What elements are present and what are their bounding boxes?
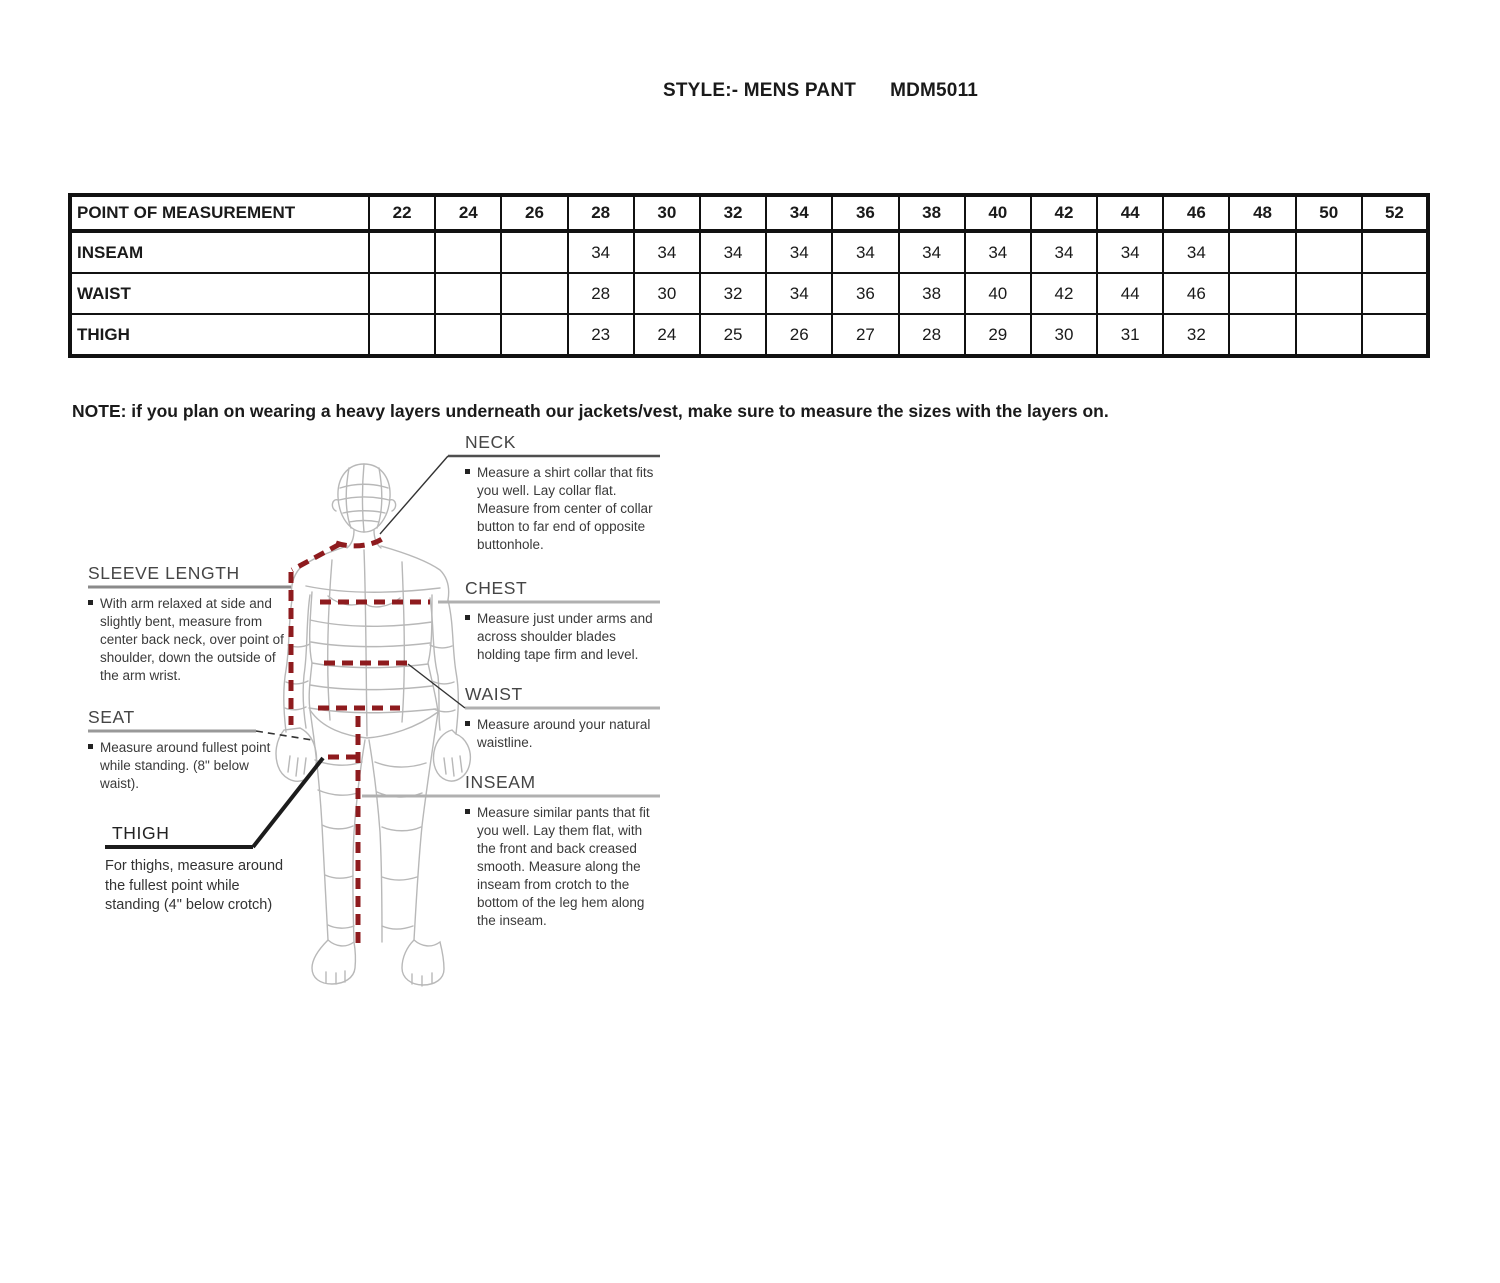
size-value-cell: 38 — [899, 273, 965, 314]
size-value-cell: 32 — [1163, 314, 1229, 356]
col-header-size: 30 — [634, 195, 700, 231]
section-title: NECK — [465, 432, 517, 452]
bullet-square-icon — [88, 744, 93, 749]
bullet-square-icon — [465, 615, 470, 620]
size-value-cell: 46 — [1163, 273, 1229, 314]
section-description: Measure similar pants that fit you well. Lay them flat, with the front and back creased smooth. Measure along the inseam from crotch to the bottom of the leg hem along the inseam. — [477, 805, 650, 928]
size-value-cell — [1229, 273, 1295, 314]
bullet-square-icon — [465, 469, 470, 474]
size-table-header-row — [70, 195, 1428, 231]
section-description: For thighs, measure around the fullest point while standing (4" below crotch) — [105, 858, 284, 914]
col-header-size: 48 — [1229, 195, 1295, 231]
size-value-cell: 34 — [899, 231, 965, 273]
measurement-diagram — [60, 420, 740, 1020]
col-header-size: 36 — [832, 195, 898, 231]
size-value-cell — [369, 273, 435, 314]
size-value-cell — [1296, 231, 1362, 273]
size-value-cell: 34 — [634, 231, 700, 273]
size-value-cell: 23 — [568, 314, 634, 356]
size-value-cell — [1362, 231, 1428, 273]
row-label: INSEAM — [70, 231, 369, 273]
guide-section-inseam — [465, 772, 661, 930]
col-header-size: 50 — [1296, 195, 1362, 231]
col-header-size: 40 — [965, 195, 1031, 231]
size-value-cell — [369, 314, 435, 356]
size-value-cell — [1362, 314, 1428, 356]
measurement-row — [70, 273, 1428, 314]
size-value-cell: 31 — [1097, 314, 1163, 356]
col-header-point-of-measurement: POINT OF MEASUREMENT — [70, 195, 369, 231]
size-value-cell — [1296, 273, 1362, 314]
guide-section-sleeve-length — [88, 563, 288, 685]
size-value-cell — [501, 314, 567, 356]
size-value-cell: 24 — [634, 314, 700, 356]
col-header-size: 24 — [435, 195, 501, 231]
size-value-cell: 26 — [766, 314, 832, 356]
guide-section-seat — [88, 707, 288, 793]
sleeve-measure-line-shoulder — [292, 544, 340, 570]
section-description: Measure around your natural waistline. — [477, 717, 651, 750]
size-value-cell — [435, 314, 501, 356]
size-value-cell: 25 — [700, 314, 766, 356]
guide-section-chest — [465, 578, 661, 664]
row-label: THIGH — [70, 314, 369, 356]
col-header-size: 22 — [369, 195, 435, 231]
col-header-size: 32 — [700, 195, 766, 231]
guide-section-neck — [465, 432, 661, 554]
size-value-cell: 40 — [965, 273, 1031, 314]
section-title: WAIST — [465, 684, 523, 704]
col-header-size: 26 — [501, 195, 567, 231]
size-value-cell — [501, 231, 567, 273]
size-value-cell: 30 — [1031, 314, 1097, 356]
size-value-cell: 34 — [832, 231, 898, 273]
style-code: MDM5011 — [890, 80, 979, 101]
section-title: CHEST — [465, 578, 528, 598]
page-title — [663, 80, 978, 102]
section-title: SEAT — [88, 707, 135, 727]
guide-section-thigh — [105, 823, 290, 916]
section-description: With arm relaxed at side and slightly bent, measure from center back neck, over point of shoulder, down the outside of the arm wrist. — [100, 596, 284, 683]
size-value-cell: 34 — [700, 231, 766, 273]
col-header-size: 46 — [1163, 195, 1229, 231]
size-value-cell: 29 — [965, 314, 1031, 356]
section-title: INSEAM — [465, 772, 536, 792]
size-value-cell — [435, 273, 501, 314]
section-description: Measure a shirt collar that fits you well. Lay collar flat. Measure from center of collar button to far end of opposite buttonhole. — [477, 465, 654, 552]
size-value-cell: 34 — [1097, 231, 1163, 273]
size-value-cell: 34 — [766, 231, 832, 273]
style-label: STYLE:- MENS PANT — [663, 80, 857, 101]
size-value-cell — [501, 273, 567, 314]
bullet-square-icon — [465, 721, 470, 726]
bullet-square-icon — [465, 809, 470, 814]
size-value-cell: 30 — [634, 273, 700, 314]
size-value-cell: 42 — [1031, 273, 1097, 314]
size-value-cell: 28 — [899, 314, 965, 356]
size-value-cell: 44 — [1097, 273, 1163, 314]
col-header-size: 38 — [899, 195, 965, 231]
col-header-size: 44 — [1097, 195, 1163, 231]
section-description: Measure just under arms and across shoulder blades holding tape firm and level. — [477, 611, 653, 662]
col-header-size: 28 — [568, 195, 634, 231]
size-value-cell — [1229, 231, 1295, 273]
size-value-cell — [1229, 314, 1295, 356]
note-text: NOTE: if you plan on wearing a heavy layers underneath our jackets/vest, make sure to measure the sizes with the layers on. — [72, 400, 1109, 421]
size-value-cell: 34 — [965, 231, 1031, 273]
size-value-cell — [1362, 273, 1428, 314]
size-value-cell: 34 — [1031, 231, 1097, 273]
col-header-size: 34 — [766, 195, 832, 231]
size-value-cell: 32 — [700, 273, 766, 314]
size-value-cell: 34 — [568, 231, 634, 273]
bullet-square-icon — [88, 600, 93, 605]
size-table — [68, 193, 1430, 358]
size-value-cell — [435, 231, 501, 273]
measurement-row — [70, 314, 1428, 356]
size-value-cell: 34 — [766, 273, 832, 314]
size-value-cell: 27 — [832, 314, 898, 356]
measurement-row — [70, 231, 1428, 273]
size-value-cell: 28 — [568, 273, 634, 314]
size-value-cell — [1296, 314, 1362, 356]
section-title: SLEEVE LENGTH — [88, 563, 240, 583]
section-description: Measure around fullest point while standing. (8" below waist). — [100, 740, 271, 791]
row-label: WAIST — [70, 273, 369, 314]
col-header-size: 52 — [1362, 195, 1428, 231]
size-value-cell — [369, 231, 435, 273]
size-value-cell: 34 — [1163, 231, 1229, 273]
size-value-cell: 36 — [832, 273, 898, 314]
section-title: THIGH — [112, 823, 170, 843]
guide-section-waist — [465, 684, 661, 752]
col-header-size: 42 — [1031, 195, 1097, 231]
